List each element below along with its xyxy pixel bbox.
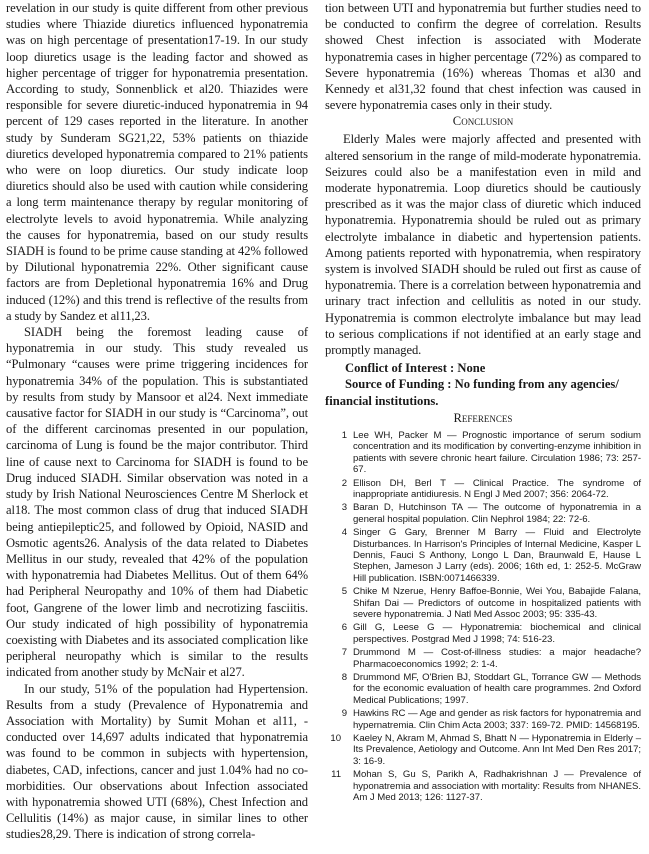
reference-item (325, 708, 641, 731)
reference-text: Mohan S, Gu S, Parikh A, Radhakrishnan J — Prevalence of hyponatremia and association with mortality: Results from NHANES. Am J Med 2013; 126: 1127-37. (353, 769, 641, 804)
reference-text: Singer G Gary, Brenner M Barry — Fluid and Electrolyte Disturbances. In Harrison's Principles of Internal Medicine, Kasper L Dennis, Fauci S Anthony, Longo L Dan, Braunwald E, Hause L Stephen, Jameson J Larry (eds). 2006; 16th ed, 1: 252-5. McGraw Hill publication. ISBN:0071466339. (353, 527, 641, 584)
reference-item (325, 478, 641, 501)
reference-item (325, 769, 641, 803)
reference-text: Drummond M — Cost-of-illness studies: a major headache? Pharmacoeconomics 1992; 2: 1-4. (353, 647, 641, 670)
reference-item (325, 430, 641, 476)
reference-number: 5 (341, 586, 347, 598)
reference-text: Chike M Nzerue, Henry Baffoe-Bonnie, Wei You, Babajide Falana, Shifan Dai — Predictors of outcome in hospitalized patients with severe hyponatremia. J Natl Med Assoc 2003; 95: 335-43. (353, 586, 641, 620)
reference-text: Drummond MF, O'Brien BJ, Stoddart GL, Torrance GW — Methods for the economic evaluation of health care programmes. 2nd Oxford Medical Publications; 1997. (353, 672, 641, 706)
reference-number: 8 (341, 672, 347, 683)
discussion-paragraph-hypertension: In our study, 51% of the population had Hypertension. Results from a study (Prevalence of Hyponatremia and Association with Mortality) by Sumit Mohan et al11, - conducted over 14,697 adults indicated that hyponatremia was found to be common in subjects with hypertension, diabetes, CAD, infections, cancer and just 1.04% had no co-morbidities. Our observations about Infection associated with hyponatremia showed UTI (68%), Chest Infection and Cellulitis (14%) as major cause, in similar lines to other studies28,29. There is indication of strong correla- (6, 681, 308, 842)
reference-item (325, 502, 641, 525)
discussion-paragraph-siadh: SIADH being the foremost leading cause of hyponatremia in our study. This study revealed us “Pulmonary “causes were prime triggering incidences for hyponatremia 34% of the population. This is substantiated by results from study by Mansoor et al24. Next immediate causative factor for SIADH in our study is “Carcinoma”, out of the different carcinomas presented in our population, carcinoma of Lung is found be the major contributor. Third line of cause next to Carcinoma for SIADH is found to be Drug induced SIADH. Similar observation was noted in a study by Irish National Neurosciences Centre M Sherlock et al18. The most common class of drug that induced SIADH being antiepileptic25, and followed by Opioid, NASID and Osmotic agents26. Analysis of the data related to Diabetes Mellitus in our study, revealed that 42% of the population with hyponatremia had Diabetes Mellitus. Out of them 64% had Peripheral Neuropathy and 10% of them had Diabetic foot, Gangrene of the lower limb and necrotizing fasciitis. Our study indicated of high possibility of hyponatremia coexisting with Diabetes and its associated complication like peripheral neuropathy which is similar to the results indicated from another study by McNair et al27. (6, 325, 308, 680)
source-of-funding-line2: financial institutions. (325, 393, 439, 408)
conclusion-heading: Conclusion (452, 114, 514, 129)
right-column (325, 0, 641, 805)
reference-item (325, 672, 641, 706)
reference-number: 11 (331, 769, 341, 781)
reference-text: Baran D, Hutchinson TA — The outcome of hyponatremia in a general hospital population. Clin Nephrol 1984; 22: 72-6. (353, 502, 641, 525)
reference-text: Lee WH, Packer M — Prognostic importance of serum sodium concentration and its modification by converting-enzyme inhibition in patients with severe chronic heart failure. Circulation 1986; 73: 257-67. (353, 429, 641, 476)
reference-item (325, 647, 641, 670)
reference-text: Hawkins RC — Age and gender as risk factors for hyponatremia and hypernatremia. Clin Chim Acta 2003; 337: 169-72. PMID: 14568195. (353, 708, 641, 731)
discussion-paragraph-infection: tion between UTI and hyponatremia but further studies need to be conducted to confirm the degree of correlation. Results showed Chest infection is associated with Moderate hyponatremia cases in higher percentage (72%) as compared to Severe hyponatremia (16%) whereas Thomas et al30 and Kennedy et al31,32 found that chest infection was caused in severe hyponatremia cases only in their study. (325, 1, 641, 113)
left-column (6, 0, 308, 843)
reference-number: 1 (341, 429, 347, 441)
reference-item (325, 733, 641, 767)
source-of-funding-line1: Source of Funding : No funding from any agencies/ (345, 377, 619, 392)
reference-number: 3 (341, 502, 347, 514)
conflict-of-interest: Conflict of Interest : None (345, 361, 486, 376)
reference-number: 4 (341, 527, 347, 539)
reference-item (325, 527, 641, 584)
references-heading: References (453, 410, 513, 425)
reference-number: 2 (341, 477, 347, 489)
discussion-paragraph-diuretics: revelation in our study is quite different from other previous studies where Thiazide diuretics influenced hyponatremia was on high percentage of presentation17-19. In our study loop diuretics usage is the leading factor and showed as higher percentage of trigger for hyponatremia presentation. According to study, Sonnenblick et al20. Thiazides were responsible for severe diuretic-induced hyponatremia in 94 percent of 129 cases reported in the literature. In another study by Sunderam SG21,22, 53% patients on thiazide diuretics developed hyponatremia compared to 21% patients who were on loop diuretics. Our study indicate loop diuretics should also be used with caution while considering a long term maintenance therapy by regular monitoring of electrolyte levels to avoid hyponatremia. While analyzing the causes for hyponatremia, based on our study results SIADH is found to be prime cause standing at 42% followed by Dilutional hyponatremia 22%. Other significant cause factors are from Depletional hyponatremia 16% and Drug induced (12%) and this trend is reflective of the results from a study by Sandez et al11,23. (6, 1, 308, 323)
reference-text: Gill G, Leese G — Hyponatremia: biochemical and clinical perspectives. Postgrad Med J 1998; 74: 516-23. (353, 622, 641, 645)
reference-text: Ellison DH, Berl T — Clinical Practice. The syndrome of inappropriate antidiuresis. N Engl J Med 2007; 356: 2064-72. (353, 477, 641, 500)
conclusion-paragraph: Elderly Males were majorly affected and presented with altered sensorium in the range of mild-moderate hyponatremia. Seizures could also be a manifestation even in mild and moderate hyponatremia. Loop diuretics should be cautiously prescribed as it was the major class of diuretic which induced hyponatremia. Hyponatremia should be ruled out as primary electrolyte imbalance in diabetic and hypertension patients. Among patients reported with hyponatremia, when respiratory system is involved SIADH should be ruled out first as cause of hyponatremia. There is a correlation between hyponatremia and urinary tract infection and cellulitis as noted in our study. Hyponatremia is common electrolyte imbalance but may lead to serious complications if not identified at an early stage and promptly managed. (325, 132, 641, 358)
reference-number: 7 (341, 647, 347, 659)
reference-list (325, 430, 641, 804)
reference-number: 6 (341, 622, 347, 634)
reference-number: 10 (330, 733, 341, 745)
reference-text: Kaeley N, Akram M, Ahmad S, Bhatt N — Hyponatremia in Elderly – Its Prevalence, Aetiology and Outcome. Ann Int Med Den Res 2017; 3: 16-9. (353, 733, 641, 767)
reference-number: 9 (341, 708, 347, 720)
reference-item (325, 622, 641, 645)
reference-item (325, 586, 641, 620)
